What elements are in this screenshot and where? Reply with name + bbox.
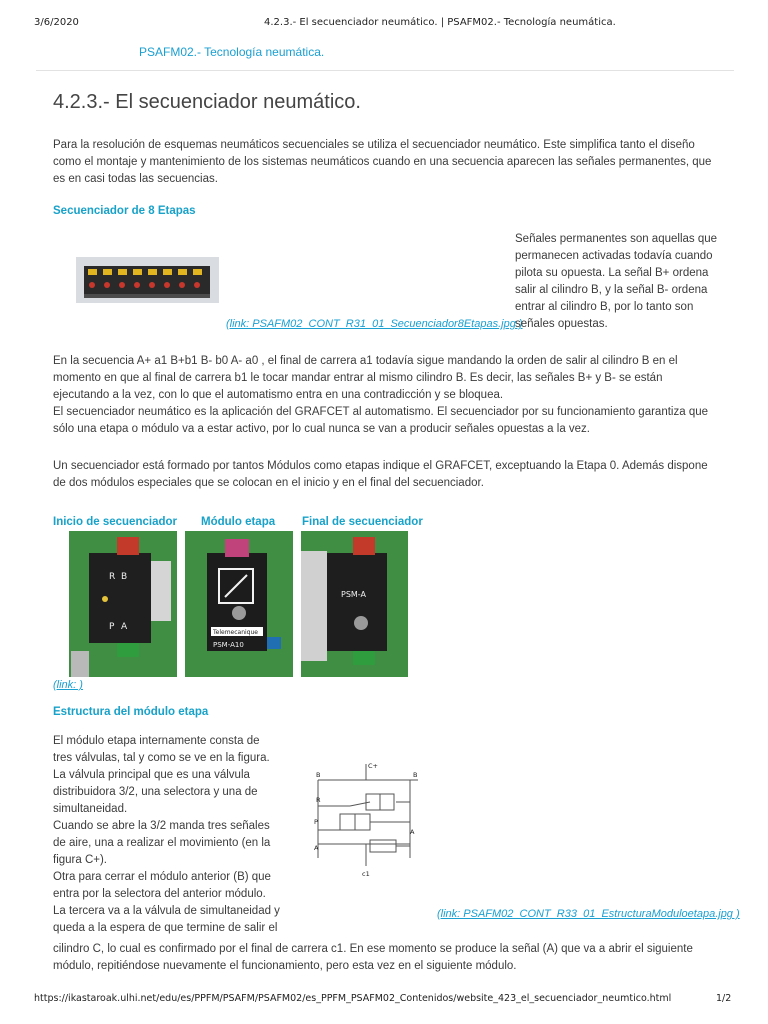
- start-module-label: Inicio de secuenciador: [53, 516, 177, 528]
- text-line: permanecen activadas todavía cuando: [515, 250, 713, 262]
- text-line: pilota su opuesta. La señal B+ ordena: [515, 267, 709, 279]
- text-line: momento en que al final de carrera b1 le tocar mandar entrar al mismo cilindro B. Es decir, las señales B+ y B- se están: [53, 372, 663, 384]
- text-line: salir al cilindro B, y la señal B- ordena: [515, 284, 708, 296]
- end-module-label: Final de secuenciador: [302, 516, 423, 528]
- text-line: distribuidora 3/2, una selectora y una de: [53, 786, 258, 798]
- course-link[interactable]: PSAFM02.- Tecnología neumática.: [139, 45, 325, 59]
- module-structure-image-link[interactable]: (link: PSAFM02_CONT_R33_01_EstructuraModuloetapa.jpg ): [437, 908, 740, 920]
- diagram-label: P: [314, 818, 318, 826]
- model-label: PSM-A: [341, 590, 366, 599]
- text-line: módulo, repitiéndose nuevamente el funcionamiento, pero esta vez en el siguiente módulo.: [53, 960, 517, 972]
- print-page-number: 1/2: [716, 993, 732, 1004]
- module-structure-continuation: [53, 941, 743, 975]
- text-line: El secuenciador neumático es la aplicación del GRAFCET al automatismo. El secuenciador por su funcionamiento garantiza que: [53, 406, 709, 418]
- module-structure-diagram: [310, 758, 428, 882]
- text-line: de aire, una a realizar el movimiento (en la: [53, 837, 271, 849]
- port-label: P: [109, 622, 115, 632]
- diagram-label: A: [314, 844, 319, 852]
- sequencer-8-stages-subtitle: Secuenciador de 8 Etapas: [53, 205, 196, 217]
- text-line: sólo una etapa o módulo va a estar activo, por lo cual nunca se van a producir señales opuestas a la vez.: [53, 423, 590, 435]
- intro-paragraph: [53, 137, 733, 188]
- stage-module-photo: [185, 531, 293, 677]
- text-line: señales opuestas.: [515, 318, 608, 330]
- module-structure-subtitle: Estructura del módulo etapa: [53, 706, 209, 718]
- diagram-label: C+: [368, 762, 378, 770]
- brand-label: Telemecanique: [213, 629, 258, 636]
- model-label: PSM-A10: [213, 641, 244, 649]
- port-label: A: [121, 622, 128, 632]
- modules-paragraph: [53, 458, 743, 492]
- text-line: cilindro C, lo cual es confirmado por el final de carrera c1. En ese momento se produce la señal (A) que va a abrir el siguiente: [53, 943, 693, 955]
- text-line: Otra para cerrar el módulo anterior (B) que: [53, 871, 271, 883]
- start-module-photo: [69, 531, 177, 677]
- text-line: Cuando se abre la 3/2 manda tres señales: [53, 820, 270, 832]
- stage-module-label: Módulo etapa: [201, 516, 276, 528]
- permanent-signals-note: [515, 231, 735, 333]
- page-title: 4.2.3.- El secuenciador neumático.: [53, 91, 361, 113]
- print-page-title: 4.2.3.- El secuenciador neumático. | PSAFM02.- Tecnología neumática.: [264, 17, 616, 28]
- text-line: entrar al cilindro B, por lo tanto son: [515, 301, 694, 313]
- sequence-explanation-paragraph: [53, 353, 743, 438]
- diagram-label: A: [410, 828, 415, 836]
- text-line: La válvula principal que es una válvula: [53, 769, 250, 781]
- module-images-link[interactable]: (link: ): [53, 679, 83, 691]
- diagram-label: B: [413, 771, 418, 779]
- text-line: El módulo etapa internamente consta de: [53, 735, 260, 747]
- print-date: 3/6/2020: [34, 17, 79, 28]
- diagram-label: c1: [362, 870, 370, 878]
- print-url: https://ikastaroak.ulhi.net/edu/es/PPFM/PSAFM/PSAFM02/es_PPFM_PSAFM02_Contenidos/website_423_el_secuenciador_neumtico.html: [34, 993, 672, 1004]
- text-line: Un secuenciador está formado por tantos Módulos como etapas indique el GRAFCET, exceptuando la Etapa 0. Además dispone: [53, 460, 708, 472]
- text-line: es en casi todas las secuencias.: [53, 173, 218, 185]
- diagram-label: B: [316, 771, 321, 779]
- text-line: Para la resolución de esquemas neumáticos secuenciales se utiliza el secuenciador neumático. Este simplifica tanto el diseño: [53, 139, 695, 151]
- text-line: Señales permanentes son aquellas que: [515, 233, 718, 245]
- port-label: B: [121, 572, 128, 582]
- text-line: La tercera va a la válvula de simultaneidad y: [53, 905, 280, 917]
- text-line: de dos módulos especiales que se colocan en el inicio y en el final del secuenciador.: [53, 477, 484, 489]
- text-line: figura C+).: [53, 854, 108, 866]
- text-line: En la secuencia A+ a1 B+b1 B- b0 A- a0 , el final de carrera a1 todavía sigue mandando la orden de salir al cilindro B en el: [53, 355, 678, 367]
- text-line: simultaneidad.: [53, 803, 128, 815]
- diagram-label: R: [316, 796, 321, 804]
- text-line: entra por la selectora del anterior módulo.: [53, 888, 266, 900]
- text-line: tres válvulas, tal y como se ve en la figura.: [53, 752, 270, 764]
- text-line: ejecutando a la vez, con lo que el automatismo entra en una contradicción y se bloquea.: [53, 389, 504, 401]
- end-module-photo: [301, 531, 408, 677]
- module-structure-text: [53, 733, 303, 937]
- text-line: queda a la espera de que termine de salir el: [53, 922, 278, 934]
- text-line: como el montaje y mantenimiento de los sistemas neumáticos cuando en una secuencia aparecen las señales permanentes, que: [53, 156, 712, 168]
- sequencer-8-stages-photo: [76, 257, 219, 303]
- header-divider: [36, 70, 734, 71]
- sequencer-8-stages-image-link[interactable]: (link: PSAFM02_CONT_R31_01_Secuenciador8Etapas.jpg ): [226, 318, 523, 330]
- port-label: R: [109, 572, 116, 582]
